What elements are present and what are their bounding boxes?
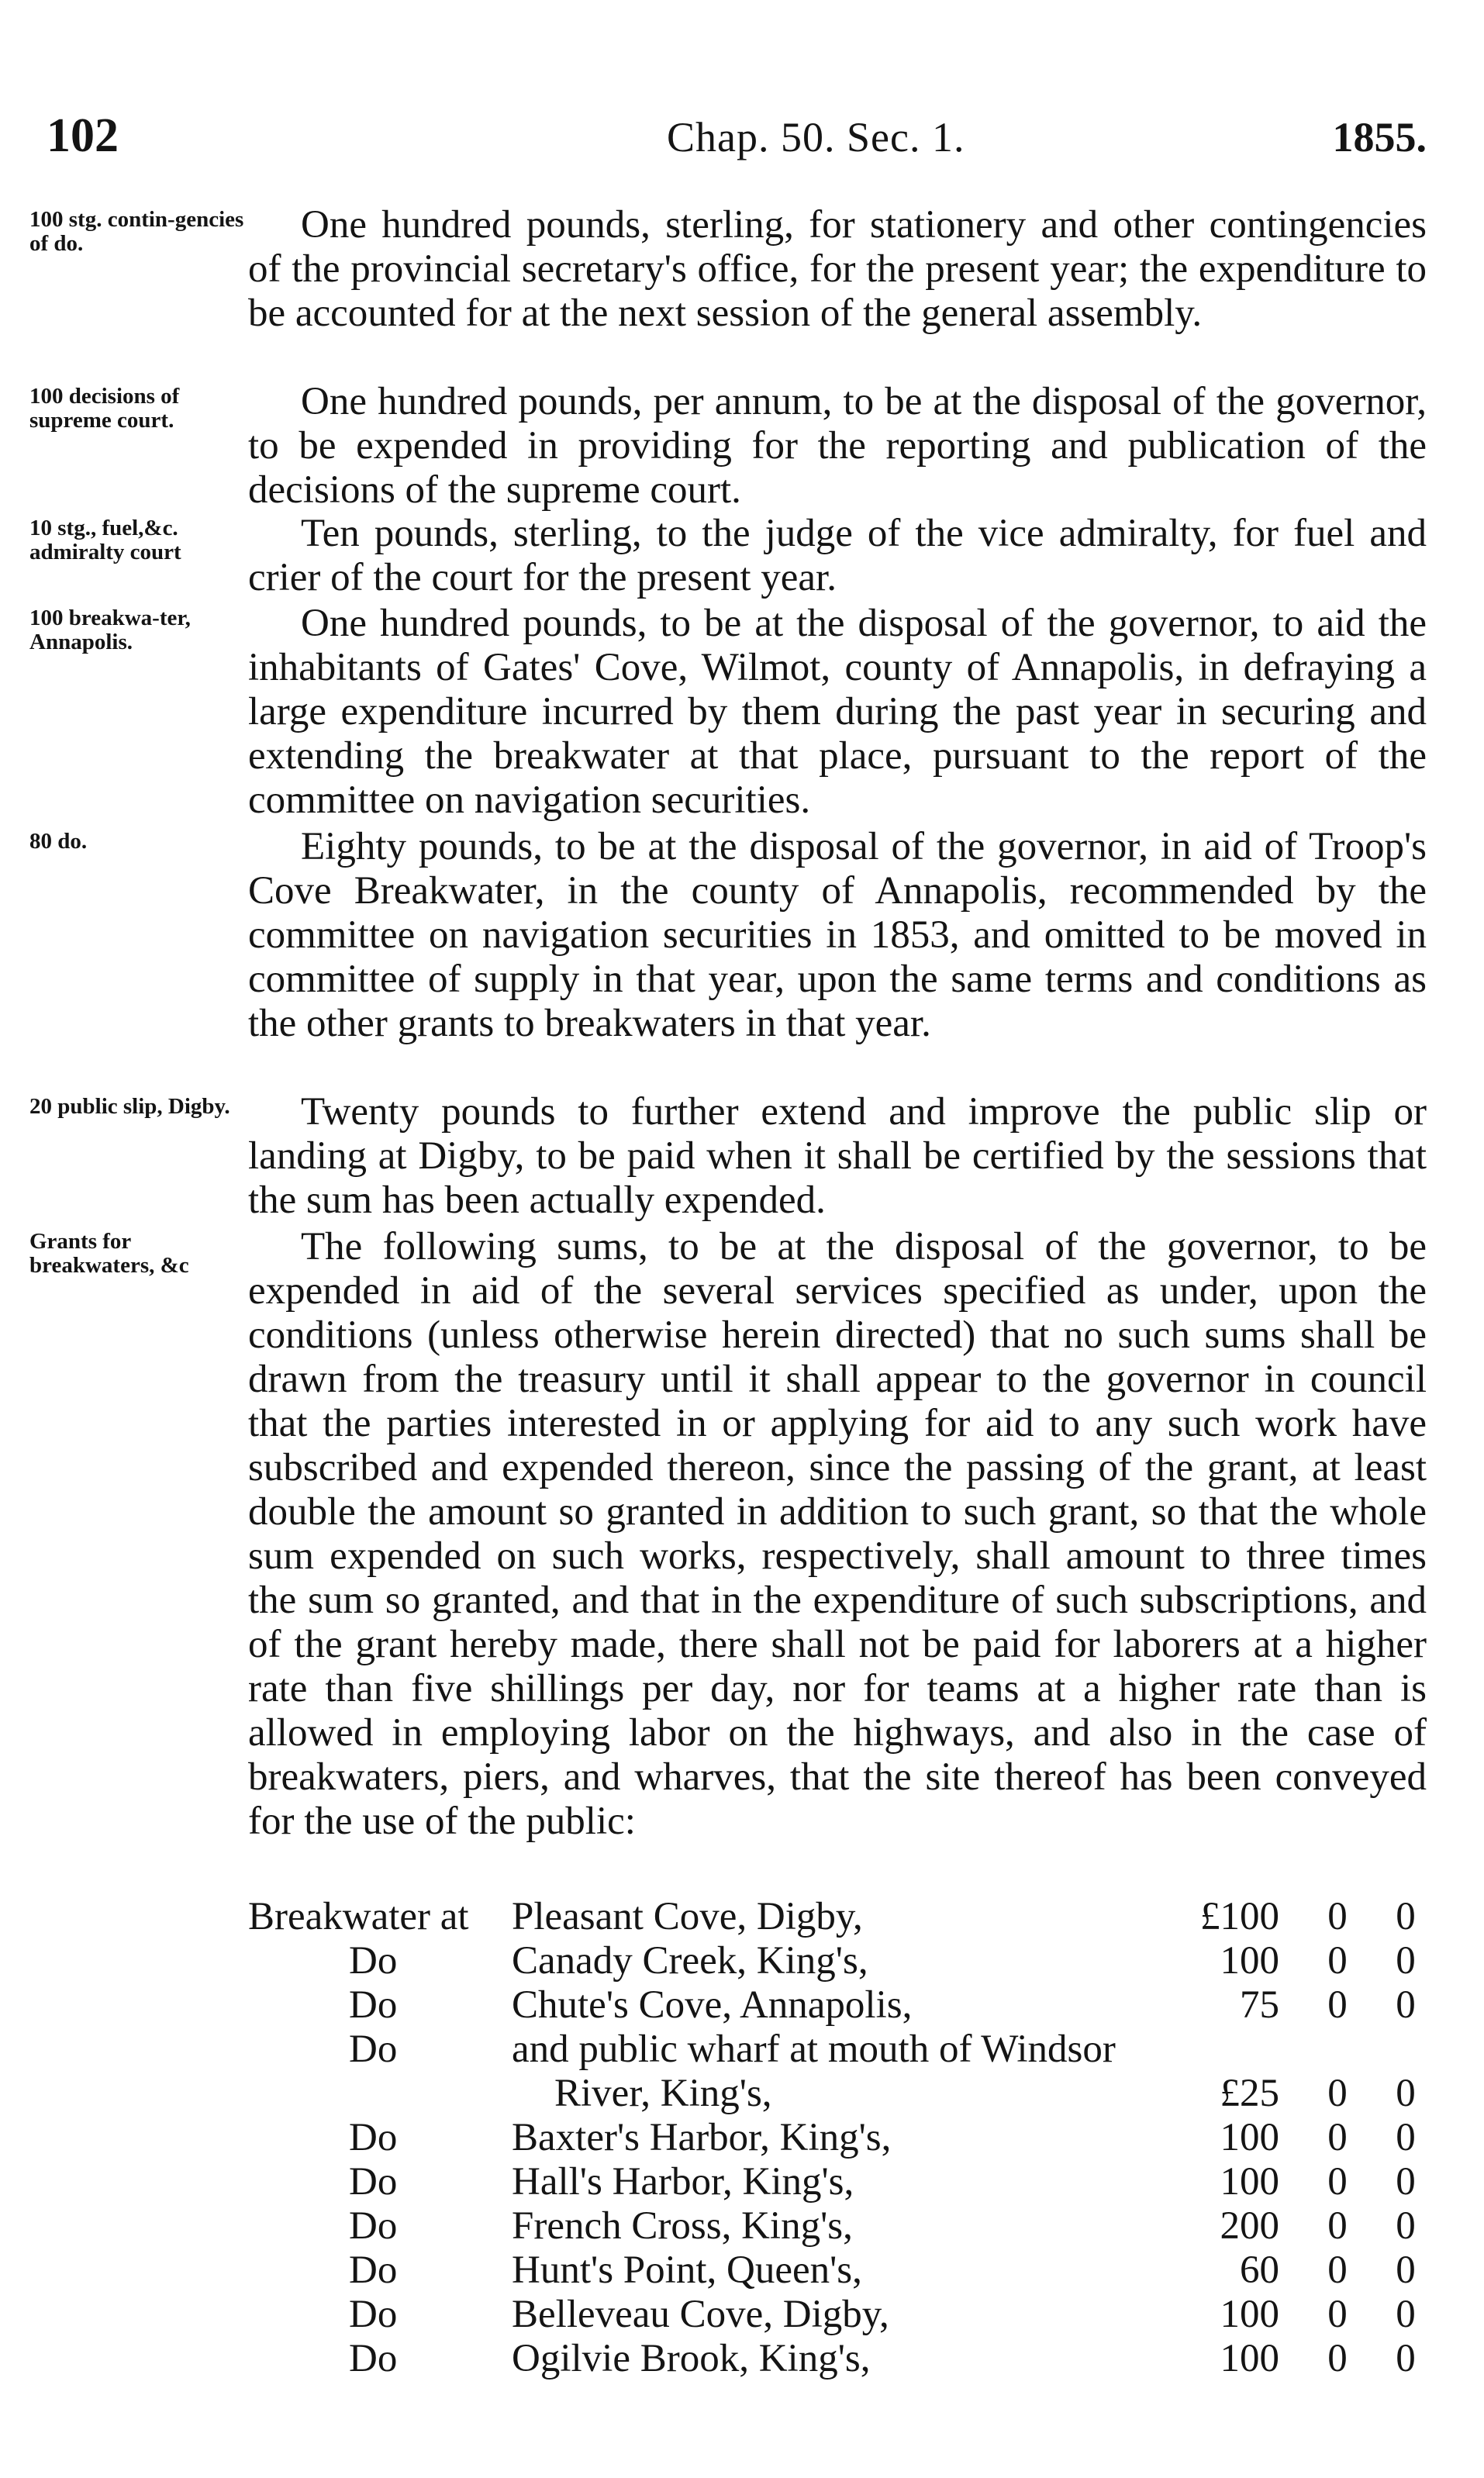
grant-row: [248, 1983, 1427, 2028]
grant-amount: 60: [1240, 2248, 1279, 2292]
grant-amount: 75: [1240, 1983, 1279, 2027]
grant-prefix: Do: [349, 2248, 398, 2292]
grant-description: Belleveau Cove, Digby,: [512, 2293, 889, 2336]
paragraph: Ten pounds, sterling, to the judge of the vice admiralty, for fuel and crier of the court for the present year.: [248, 512, 1427, 599]
paragraph: One hundred pounds, per annum, to be at the disposal of the governor, to be expended in providing for the reporting and publication of the decisions of the supreme court.: [248, 380, 1427, 512]
grant-description: French Cross, King's,: [512, 2204, 853, 2248]
grant-pence: 0: [1396, 2248, 1416, 2292]
paragraph: One hundred pounds, sterling, for stationery and other contingencies of the provincial secretary's office, for the present year; the expenditure to be accounted for at the next session of the general assembly.: [248, 203, 1427, 335]
grant-prefix: Do: [349, 2293, 398, 2336]
grant-pence: 0: [1396, 2116, 1416, 2159]
grant-shillings: 0: [1327, 2204, 1348, 2248]
grant-row: [248, 2072, 1427, 2116]
grant-prefix: Do: [349, 2028, 398, 2071]
grant-row: [248, 2337, 1427, 2381]
grant-prefix: Do: [349, 2204, 398, 2248]
grant-description: Pleasant Cove, Digby,: [512, 1895, 863, 1938]
grant-row: [248, 2160, 1427, 2204]
grant-pence: 0: [1396, 2337, 1416, 2380]
paragraph: Twenty pounds to further extend and improve the public slip or landing at Digby, to be paid when it shall be certified by the sessions that the sum has been actually expended.: [248, 1090, 1427, 1222]
grant-prefix: Do: [349, 2160, 398, 2204]
grant-prefix: Do: [349, 1939, 398, 1983]
grant-shillings: 0: [1327, 1895, 1348, 1938]
paragraph: The following sums, to be at the disposal of the governor, to be expended in aid of the several services specified as under, upon the conditions (unless otherwise herein directed) that no such sums shall be drawn from the treasury until it shall appear to the governor in council that the parties interested in or applying for aid to any such work have subscribed and expended thereon, since the passing of the grant, at least double the amount so granted in addition to such grant, so that the whole sum expended on such works, respectively, shall amount to three times the sum so granted, and that in the expenditure of such subscriptions, and of the grant hereby made, there shall not be paid for laborers at a higher rate than five shillings per day, nor for teams at a higher rate than is allowed in employing labor on the highways, and also in the case of breakwaters, piers, and wharves, that the site thereof has been conveyed for the use of the public:: [248, 1225, 1427, 1843]
page-year: 1855.: [1332, 114, 1427, 160]
grant-description: Canady Creek, King's,: [512, 1939, 868, 1983]
grant-row: [248, 2248, 1427, 2293]
margin-note: 100 breakwa-ter, Annapolis.: [29, 606, 191, 654]
grant-shillings: 0: [1327, 2160, 1348, 2204]
grant-shillings: 0: [1327, 2248, 1348, 2292]
margin-note: 100 decisions of supreme court.: [29, 384, 180, 433]
grants-list: [248, 1895, 1427, 2381]
grant-amount: 100: [1220, 2293, 1279, 2336]
grant-amount: 100: [1220, 2337, 1279, 2380]
grant-row: [248, 1939, 1427, 1983]
grant-description: Baxter's Harbor, King's,: [512, 2116, 892, 2159]
paragraph: Eighty pounds, to be at the disposal of the governor, in aid of Troop's Cove Breakwater, in the county of Annapolis, recommended by the committee on navigation securities in 1853, and omitted to be moved in committee of supply in that year, upon the same terms and conditions as the other grants to breakwaters in that year.: [248, 825, 1427, 1045]
grant-row: [248, 2293, 1427, 2337]
grant-row: [248, 1895, 1427, 1939]
grant-amount: 200: [1220, 2204, 1279, 2248]
grant-amount: 100: [1220, 1939, 1279, 1983]
grant-pence: 0: [1396, 2204, 1416, 2248]
grant-amount: 100: [1220, 2116, 1279, 2159]
grant-pence: 0: [1396, 2293, 1416, 2336]
grant-row: [248, 2204, 1427, 2248]
margin-note: 20 public slip, Digby.: [29, 1094, 230, 1119]
grant-shillings: 0: [1327, 2116, 1348, 2159]
grant-description: Ogilvie Brook, King's,: [512, 2337, 871, 2380]
grant-pence: 0: [1396, 1939, 1416, 1983]
grant-description: and public wharf at mouth of Windsor: [512, 2028, 1116, 2071]
margin-note: 100 stg. contin-gencies of do.: [29, 207, 244, 256]
chapter-section-heading: Chap. 50. Sec. 1.: [667, 114, 965, 160]
grant-row: [248, 2028, 1427, 2072]
grant-amount: £25: [1220, 2072, 1279, 2115]
grant-pence: 0: [1396, 1895, 1416, 1938]
grant-row: [248, 2116, 1427, 2160]
grant-shillings: 0: [1327, 2072, 1348, 2115]
grant-prefix: Breakwater at: [248, 1895, 469, 1938]
grant-pence: 0: [1396, 1983, 1416, 2027]
grant-pence: 0: [1396, 2072, 1416, 2115]
page-header: [47, 109, 1427, 178]
grant-shillings: 0: [1327, 1983, 1348, 2027]
grant-prefix: Do: [349, 2337, 398, 2380]
grant-prefix: Do: [349, 2116, 398, 2159]
paragraph: One hundred pounds, to be at the disposal of the governor, to aid the inhabitants of Gates' Cove, Wilmot, county of Annapolis, in defraying a large expenditure incurred by them during the past year in securing and extending the breakwater at that place, pursuant to the report of the committee on navigation securities.: [248, 602, 1427, 822]
margin-note: Grants for breakwaters, &c: [29, 1229, 189, 1278]
grant-description: Hunt's Point, Queen's,: [512, 2248, 862, 2292]
margin-note: 10 stg., fuel,&c. admiralty court: [29, 516, 181, 564]
grant-description: Chute's Cove, Annapolis,: [512, 1983, 913, 2027]
grant-shillings: 0: [1327, 1939, 1348, 1983]
page-number: 102: [47, 109, 119, 162]
grant-pence: 0: [1396, 2160, 1416, 2204]
grant-amount: 100: [1220, 2160, 1279, 2204]
grant-description: Hall's Harbor, King's,: [512, 2160, 854, 2204]
grant-shillings: 0: [1327, 2293, 1348, 2336]
grant-description: River, King's,: [554, 2072, 772, 2115]
grant-prefix: Do: [349, 1983, 398, 2027]
grant-amount: £100: [1200, 1895, 1279, 1938]
grant-shillings: 0: [1327, 2337, 1348, 2380]
margin-note: 80 do.: [29, 829, 88, 854]
